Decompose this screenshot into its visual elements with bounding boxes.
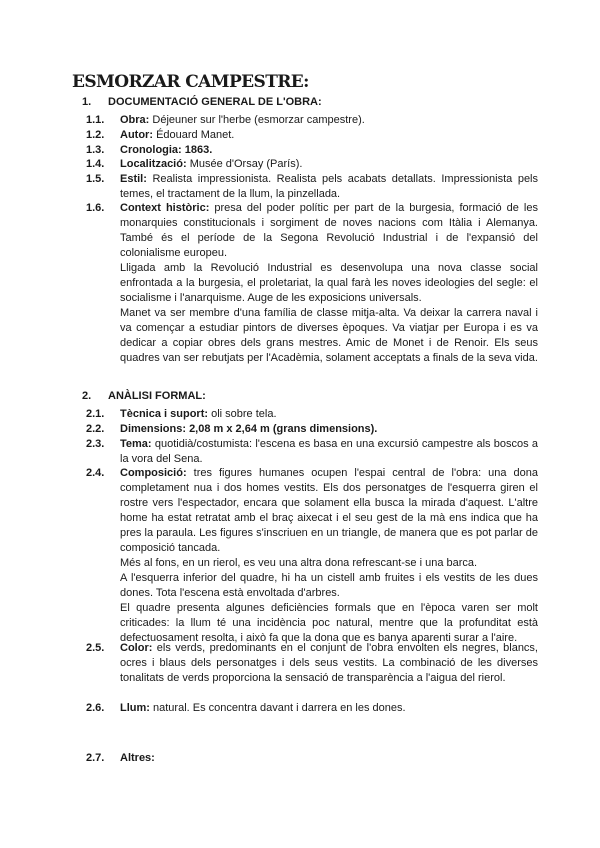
item-label: Color: <box>120 642 153 654</box>
item-text: Musée d'Orsay (París). <box>189 158 303 170</box>
item-number: 1.1. <box>86 114 105 126</box>
section-number: 1. <box>82 96 92 108</box>
item-2-1 <box>86 407 538 422</box>
item-label: Llum: <box>120 702 150 714</box>
item-label: Obra: <box>120 114 150 126</box>
item-label: Estil: <box>120 173 147 185</box>
item-label: Tècnica i suport: <box>120 408 209 420</box>
section-number: 2. <box>82 390 92 402</box>
item-label: Autor: <box>120 129 153 141</box>
item-number: 2.2. <box>86 423 105 435</box>
item-1-1 <box>86 113 538 128</box>
item-label: Context històric: <box>120 202 210 214</box>
section-heading-1 <box>82 96 322 108</box>
item-text: Déjeuner sur l'herbe (esmorzar campestre). <box>152 114 365 126</box>
item-paragraph: Més al fons, en un rierol, es veu una altra dona refrescant-se i una barca. <box>120 557 478 569</box>
item-number: 1.3. <box>86 144 105 156</box>
item-1-6 <box>86 201 538 366</box>
item-text: tres figures humanes ocupen l'espai central de l'obra: una dona completament nua i dos homes vestits. Els dos personatges de l'esquerra giren el rostre vers l'espectador, encara que solament ella busca la mirada d'aquest. L'altre home ha estat retratat amb el braç aixecat i el seu gest de la mà ens indica que ha pres la paraula. Les figures s'inscriuen en un triangle, de manera que es pot parlar de composició tancada. <box>120 467 538 554</box>
item-number: 1.4. <box>86 158 105 170</box>
item-text: oli sobre tela. <box>211 408 277 420</box>
item-number: 1.2. <box>86 129 105 141</box>
item-label: Localització: <box>120 158 187 170</box>
item-1-3 <box>86 143 538 158</box>
item-label: Dimensions: 2,08 m x 2,64 m (grans dimensions). <box>120 423 378 435</box>
item-paragraph: Manet va ser membre d'una família de classe mitja-alta. Va deixar la carrera naval i va començar a estudiar pintors de diverses èpoques. Va viatjar per Europa i es va dedicar a copiar obres dels grans mestres. Amic de Monet i de Renoir. Els seus quadres van ser rebutjats per l'Acadèmia, solament acceptats a finals de la seva vida. <box>120 307 538 364</box>
item-2-7 <box>86 751 538 766</box>
item-text: Realista impressionista. Realista pels acabats detallats. Impressionista pels temes, el tractament de la llum, la pinzellada. <box>120 173 539 200</box>
item-1-2 <box>86 128 538 143</box>
item-number: 1.6. <box>86 202 105 214</box>
section-title: DOCUMENTACIÓ GENERAL DE L'OBRA: <box>108 96 322 108</box>
item-text: quotidià/costumista: l'escena es basa en una excursió campestre als boscos a la vora del Sena. <box>120 438 539 465</box>
item-number: 2.3. <box>86 438 105 450</box>
item-2-6 <box>86 701 538 716</box>
item-2-2 <box>86 422 538 437</box>
section-title: ANÀLISI FORMAL: <box>108 390 206 402</box>
item-2-5 <box>86 641 538 686</box>
item-2-4 <box>86 466 538 646</box>
item-1-4 <box>86 157 538 172</box>
item-number: 2.5. <box>86 642 105 654</box>
item-label: Cronologia: 1863. <box>120 144 213 156</box>
item-number: 2.4. <box>86 467 105 479</box>
item-text: natural. Es concentra davant i darrera en les dones. <box>153 702 406 714</box>
item-number: 2.1. <box>86 408 105 420</box>
item-number: 1.5. <box>86 173 105 185</box>
item-label: Tema: <box>120 438 152 450</box>
item-number: 2.6. <box>86 702 105 714</box>
item-paragraph: Lligada amb la Revolució Industrial es desenvolupa una nova classe social enfrontada a la burgesia, el proletariat, la qual farà les noves ideologies del segle: el socialisme i l'anarquisme. Auge de les exposicions universals. <box>120 262 538 304</box>
item-1-5 <box>86 172 538 202</box>
page-title: ESMORZAR CAMPESTRE: <box>72 72 309 92</box>
item-text: presa del poder polític per part de la burgesia, formació de les monarquies constitucionals i sorgiment de noves nacions com Itàlia i Alemanya. També és el període de la Segona Revolució Industrial i de l'expansió del colonialisme europeu. <box>120 202 538 259</box>
item-number: 2.7. <box>86 752 105 764</box>
item-label: Composició: <box>120 467 187 479</box>
item-text: els verds, predominants en el conjunt de l'obra envolten els negres, blancs, ocres i blaus dels personatges i dels seus vestits. La combinació de les diverses tonalitats de verds proporciona la sensació de transparència a l'aigua del rierol. <box>120 642 538 684</box>
section-heading-2 <box>82 390 206 402</box>
item-label: Altres: <box>120 752 155 764</box>
item-paragraph: A l'esquerra inferior del quadre, hi ha un cistell amb fruites i els vestits de les dues dones. Tota l'escena està envoltada d'arbres. <box>120 572 538 599</box>
item-text: Édouard Manet. <box>156 129 235 141</box>
item-2-3 <box>86 437 538 467</box>
item-paragraph: El quadre presenta algunes deficiències formals que en l'època varen ser molt criticades: la llum té una incidència poc natural, mentre que la profunditat està defectuosament resolta, i això fa que la dona que es banya aparenti surar a l'aire. <box>120 602 538 644</box>
